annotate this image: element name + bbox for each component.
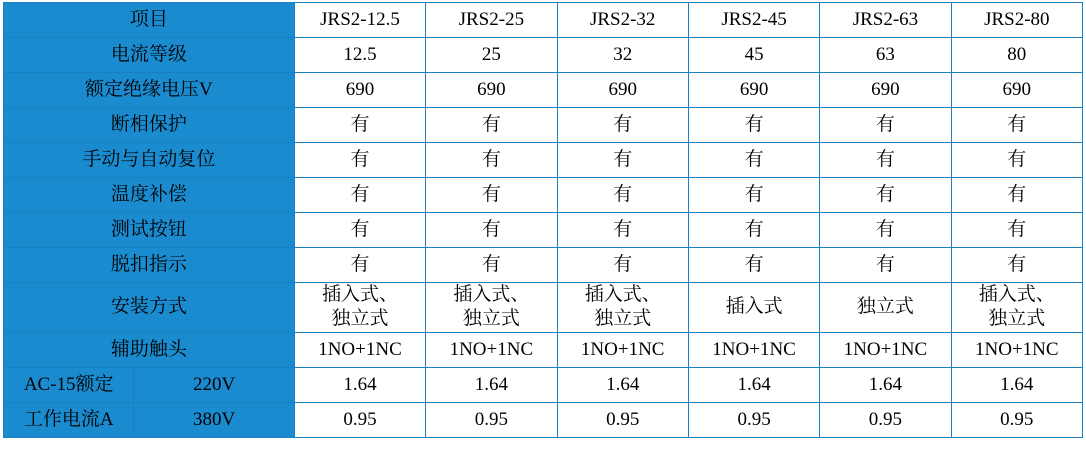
cell-value: 有 xyxy=(951,213,1082,248)
cell-value: 有 xyxy=(426,248,557,283)
cell-value: 1.64 xyxy=(426,367,557,402)
cell-value: 63 xyxy=(820,38,951,73)
cell-value: 1NO+1NC xyxy=(426,332,557,367)
cell-value xyxy=(951,283,1082,333)
table-row xyxy=(4,38,1083,73)
cell-value: 有 xyxy=(951,178,1082,213)
group-label-ac15-line2: 工作电流A xyxy=(4,402,134,437)
row-label-mounting-type: 安装方式 xyxy=(4,283,295,333)
table-row xyxy=(4,108,1083,143)
cell-value: 有 xyxy=(557,108,688,143)
row-label-manual-auto-reset: 手动与自动复位 xyxy=(4,143,295,178)
cell-value: 有 xyxy=(426,108,557,143)
cell-value: 有 xyxy=(820,248,951,283)
cell-value: 有 xyxy=(557,213,688,248)
header-model-2: JRS2-25 xyxy=(426,3,557,38)
cell-value: 690 xyxy=(557,73,688,108)
header-model-4: JRS2-45 xyxy=(688,3,819,38)
cell-value: 有 xyxy=(951,248,1082,283)
table-row xyxy=(4,178,1083,213)
cell-value: 有 xyxy=(557,178,688,213)
cell-value: 80 xyxy=(951,38,1082,73)
cell-line-1: 插入式、 xyxy=(453,284,530,305)
cell-value: 有 xyxy=(294,248,425,283)
cell-value: 有 xyxy=(557,143,688,178)
cell-value: 690 xyxy=(426,73,557,108)
cell-value: 有 xyxy=(688,143,819,178)
table-row xyxy=(4,248,1083,283)
table-row-ac15-220v xyxy=(4,367,1083,402)
cell-value: 12.5 xyxy=(294,38,425,73)
header-model-3: JRS2-32 xyxy=(557,3,688,38)
cell-value: 有 xyxy=(294,178,425,213)
cell-line-2: 独立式 xyxy=(988,308,1046,330)
table-row xyxy=(4,332,1083,367)
cell-value: 有 xyxy=(294,143,425,178)
cell-value: 1.64 xyxy=(294,367,425,402)
cell-value: 1.64 xyxy=(951,367,1082,402)
header-model-6: JRS2-80 xyxy=(951,3,1082,38)
row-label-test-button: 测试按钮 xyxy=(4,213,295,248)
row-label-current-rating: 电流等级 xyxy=(4,38,295,73)
sub-row-label-220v: 220V xyxy=(134,367,294,402)
cell-value: 0.95 xyxy=(688,402,819,437)
row-label-temperature-compensation: 温度补偿 xyxy=(4,178,295,213)
table-row xyxy=(4,143,1083,178)
table-row-ac15-380v xyxy=(4,402,1083,437)
cell-value: 有 xyxy=(426,213,557,248)
cell-value: 0.95 xyxy=(557,402,688,437)
cell-value: 0.95 xyxy=(426,402,557,437)
cell-value: 690 xyxy=(820,73,951,108)
cell-value: 有 xyxy=(426,143,557,178)
cell-line-1: 插入式、 xyxy=(584,284,661,305)
cell-value: 有 xyxy=(820,143,951,178)
header-model-1: JRS2-12.5 xyxy=(294,3,425,38)
cell-value: 有 xyxy=(951,108,1082,143)
cell-value: 690 xyxy=(688,73,819,108)
cell-value: 有 xyxy=(951,143,1082,178)
cell-value: 有 xyxy=(294,213,425,248)
specification-table xyxy=(3,2,1083,438)
header-model-5: JRS2-63 xyxy=(820,3,951,38)
row-label-rated-insulation-voltage: 额定绝缘电压V xyxy=(4,73,295,108)
cell-value xyxy=(820,283,951,333)
cell-value: 1.64 xyxy=(820,367,951,402)
header-item-label: 项目 xyxy=(4,3,295,38)
cell-value: 有 xyxy=(820,178,951,213)
cell-value: 有 xyxy=(294,108,425,143)
cell-value: 1.64 xyxy=(688,367,819,402)
row-label-phase-loss-protection: 断相保护 xyxy=(4,108,295,143)
cell-value: 0.95 xyxy=(820,402,951,437)
cell-value: 0.95 xyxy=(294,402,425,437)
cell-value: 32 xyxy=(557,38,688,73)
cell-value: 有 xyxy=(820,213,951,248)
cell-value: 有 xyxy=(688,108,819,143)
cell-value: 1NO+1NC xyxy=(294,332,425,367)
cell-line-1: 独立式 xyxy=(856,296,914,318)
cell-line-1: 插入式、 xyxy=(978,284,1055,305)
cell-value xyxy=(426,283,557,333)
cell-value: 25 xyxy=(426,38,557,73)
cell-line-2: 独立式 xyxy=(331,308,389,330)
cell-value: 1.64 xyxy=(557,367,688,402)
cell-value: 1NO+1NC xyxy=(820,332,951,367)
cell-value: 有 xyxy=(557,248,688,283)
cell-value: 1NO+1NC xyxy=(951,332,1082,367)
cell-value: 有 xyxy=(688,213,819,248)
cell-value: 45 xyxy=(688,38,819,73)
row-label-trip-indication: 脱扣指示 xyxy=(4,248,295,283)
cell-value xyxy=(294,283,425,333)
sub-row-label-380v: 380V xyxy=(134,402,294,437)
cell-value: 有 xyxy=(688,178,819,213)
cell-line-1: 插入式、 xyxy=(321,284,398,305)
row-label-auxiliary-contacts: 辅助触头 xyxy=(4,332,295,367)
table-row-mounting xyxy=(4,283,1083,333)
cell-value xyxy=(557,283,688,333)
cell-value: 0.95 xyxy=(951,402,1082,437)
cell-line-2: 独立式 xyxy=(594,308,652,330)
cell-value: 1NO+1NC xyxy=(557,332,688,367)
cell-value: 690 xyxy=(951,73,1082,108)
cell-value: 有 xyxy=(820,108,951,143)
table-row xyxy=(4,213,1083,248)
cell-line-1: 插入式 xyxy=(725,296,783,318)
cell-line-2: 独立式 xyxy=(462,308,520,330)
table-header-row xyxy=(4,3,1083,38)
cell-value: 有 xyxy=(426,178,557,213)
table-row xyxy=(4,73,1083,108)
cell-value: 有 xyxy=(688,248,819,283)
group-label-ac15-line1: AC-15额定 xyxy=(4,367,134,402)
cell-value: 1NO+1NC xyxy=(688,332,819,367)
cell-value: 690 xyxy=(294,73,425,108)
cell-value xyxy=(688,283,819,333)
